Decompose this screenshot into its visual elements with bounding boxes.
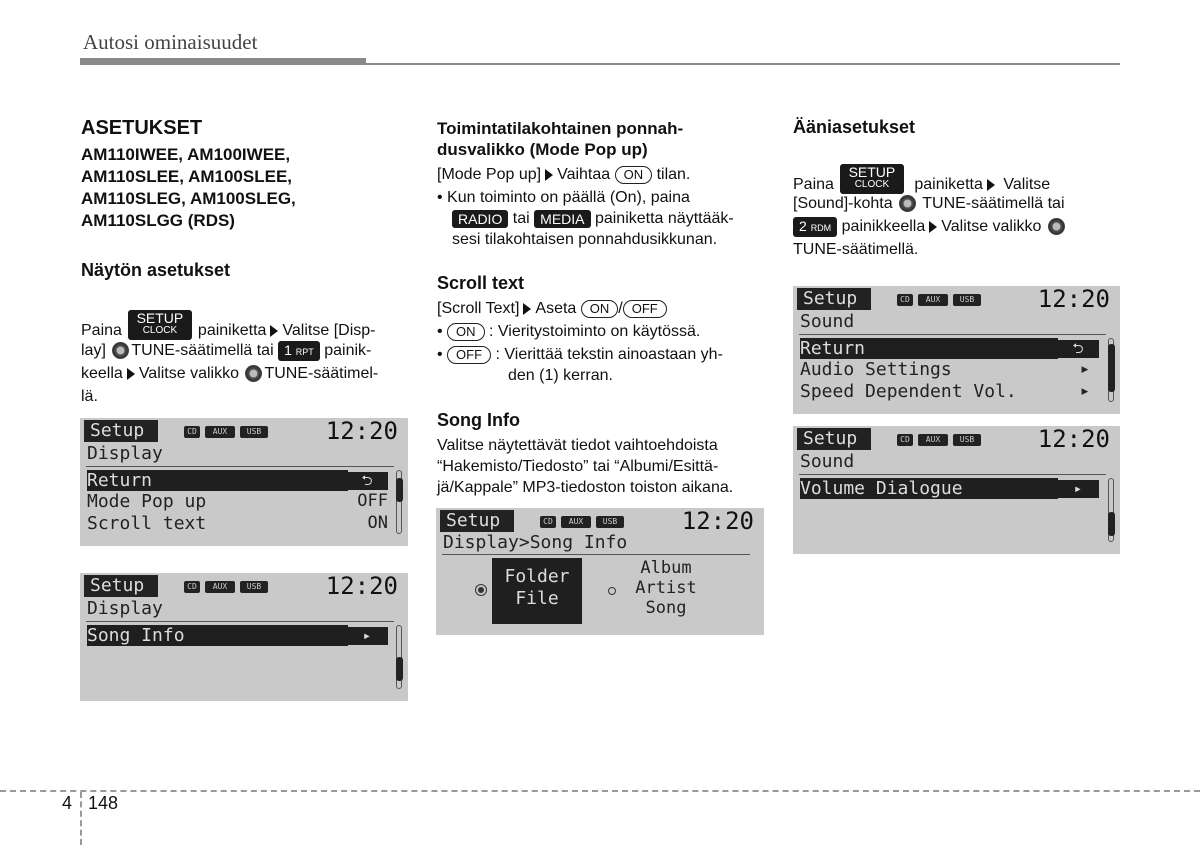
scroll-text-heading: Scroll text xyxy=(437,273,525,293)
lcd-row-audio-settings[interactable] xyxy=(800,359,1100,380)
lcd-divider xyxy=(86,466,394,467)
rdm-label: RDM xyxy=(810,222,832,233)
lcd-song-info-menu xyxy=(80,573,408,701)
col1-line-3 xyxy=(81,363,378,385)
lcd-title: Setup xyxy=(84,575,158,597)
row-label: Volume Dialogue xyxy=(800,478,963,499)
on-button: ON xyxy=(615,166,653,184)
text-valitse: Valitse [Disp- xyxy=(282,322,376,340)
page-number: 148 xyxy=(88,793,119,813)
text-sound-kohta: [Sound]-kohta xyxy=(793,195,893,212)
text-painik: painik- xyxy=(324,342,372,359)
lcd-sound-menu xyxy=(793,286,1120,414)
cd-icon: CD xyxy=(540,516,556,528)
clock-label: CLOCK xyxy=(854,179,890,190)
on-button: ON xyxy=(447,323,485,341)
media-button: MEDIA xyxy=(534,210,590,228)
model-line-2: AM110SLEE, AM100SLEE, xyxy=(81,167,293,186)
bullet-1-line-3: sesi tilakohtaisen ponnahdusikkunan. xyxy=(452,231,718,248)
cd-icon: CD xyxy=(897,434,913,446)
model-line-1: AM110IWEE, AM100IWEE, xyxy=(81,145,291,164)
on-button: ON xyxy=(581,300,619,318)
row-label: Song Info xyxy=(87,625,185,646)
option-album-artist-song[interactable] xyxy=(626,558,706,624)
usb-icon: USB xyxy=(240,426,268,438)
text-painikkeella: painikkeella xyxy=(841,218,926,235)
slash: / xyxy=(618,300,623,317)
row-label: Scroll text xyxy=(87,513,207,534)
text-tune-saatimel: TUNE-säätimel- xyxy=(264,365,379,382)
text-tai: tai xyxy=(512,210,530,227)
header-rule-thin xyxy=(366,63,1120,65)
on-bullet: • ON : Vieritystoiminto on käytössä. xyxy=(437,323,701,340)
col3-line-2 xyxy=(793,193,1065,215)
text-aseta: Aseta xyxy=(535,300,577,317)
row-label: Return xyxy=(800,338,866,359)
text-tilan: tilan. xyxy=(656,166,691,183)
text-tune: TUNE-säätimellä tai xyxy=(922,195,1065,212)
setup-label: SETUP xyxy=(848,164,896,180)
lcd-divider xyxy=(86,621,394,622)
text-vaihtaa: Vaihtaa xyxy=(557,166,611,183)
lcd-row-return[interactable] xyxy=(87,470,348,491)
radio-button: RADIO xyxy=(452,210,508,228)
row-label: Audio Settings xyxy=(800,359,952,380)
usb-icon: USB xyxy=(240,581,268,593)
song-info-heading: Song Info xyxy=(437,410,520,430)
lcd-subtitle: Display>Song Info xyxy=(443,532,628,553)
option-label: File xyxy=(515,588,559,609)
option-label: Song xyxy=(645,598,687,618)
song-info-line-2: “Hakemisto/Tiedosto” tai “Albumi/Esittä- xyxy=(437,458,719,475)
scrollbar-thumb xyxy=(396,478,403,502)
cd-icon: CD xyxy=(184,426,200,438)
rpt-button xyxy=(278,341,320,361)
tune-knob-icon xyxy=(1048,218,1065,235)
return-icon: ⮌ xyxy=(1057,340,1099,358)
bullet-1-line-1: • Kun toiminto on päällä (On), paina xyxy=(437,189,690,206)
lcd-subtitle: Sound xyxy=(800,311,855,332)
sound-settings-heading: Ääniasetukset xyxy=(793,117,916,137)
tune-knob-icon xyxy=(112,342,129,359)
lcd-divider xyxy=(442,554,750,555)
scrollbar-thumb xyxy=(1108,512,1115,536)
lcd-row-song-info[interactable] xyxy=(87,625,348,646)
song-info-line-3: jä/Kappale” MP3-tiedoston toiston aikana. xyxy=(437,479,734,496)
mode-popup-line xyxy=(437,164,690,186)
model-line-4: AM110SLGG (RDS) xyxy=(81,211,235,230)
text-tune: TUNE-säätimellä tai xyxy=(131,342,274,359)
text-valitse: Valitse xyxy=(1003,176,1051,194)
arrow-right-icon: ▸ xyxy=(1079,359,1090,379)
option-label: Album xyxy=(640,558,692,578)
lcd-clock: 12:20 xyxy=(325,573,398,600)
arrow-right-icon: ▸ xyxy=(1079,381,1090,401)
cd-icon: CD xyxy=(897,294,913,306)
text-keella: keella xyxy=(81,365,123,382)
arrow-right-icon: ▸ xyxy=(346,627,388,645)
cd-icon: CD xyxy=(184,581,200,593)
col1-line-4: lä. xyxy=(81,388,98,405)
off-description-2: den (1) kerran. xyxy=(508,367,613,384)
usb-icon: USB xyxy=(953,294,981,306)
text-valitse-valikko: Valitse valikko xyxy=(941,218,1042,235)
text-paina: Paina xyxy=(81,322,122,340)
arrow-right-icon xyxy=(523,303,531,315)
option-folder-file[interactable] xyxy=(492,558,582,624)
mode-popup-heading-2: dusvalikko (Mode Pop up) xyxy=(437,140,648,159)
lcd-subtitle: Display xyxy=(87,443,163,464)
text-valitse-valikko: Valitse valikko xyxy=(138,365,239,382)
lcd-title: Setup xyxy=(797,288,871,310)
lcd-clock: 12:20 xyxy=(325,418,398,445)
lcd-divider xyxy=(799,474,1106,475)
usb-icon: USB xyxy=(953,434,981,446)
display-settings-heading: Näytön asetukset xyxy=(81,260,231,280)
arrow-right-icon xyxy=(270,325,278,337)
lcd-row-volume-dialogue[interactable] xyxy=(800,478,1058,499)
arrow-right-icon xyxy=(987,179,995,191)
aux-icon: AUX xyxy=(205,581,235,593)
clock-label: CLOCK xyxy=(142,325,178,336)
row-label: Return xyxy=(87,470,153,491)
lcd-subtitle: Display xyxy=(87,598,163,619)
return-icon: ⮌ xyxy=(346,472,388,490)
off-bullet: • OFF : Vierittää tekstin ainoastaan yh- xyxy=(437,346,723,363)
lcd-row-return[interactable] xyxy=(800,338,1058,359)
lcd-row-speed-dependent-vol[interactable] xyxy=(800,381,1100,402)
lcd-clock: 12:20 xyxy=(681,508,754,535)
footer-divider xyxy=(80,792,82,845)
text-mode-popup: [Mode Pop up] xyxy=(437,166,542,183)
option-label: Folder xyxy=(504,566,570,587)
scrollbar-thumb xyxy=(396,657,403,681)
aux-icon: AUX xyxy=(561,516,591,528)
rdm-number: 2 xyxy=(799,217,807,234)
setup-clock-button xyxy=(128,310,192,340)
text-display: lay] xyxy=(81,342,106,359)
tune-knob-icon xyxy=(245,365,262,382)
setup-clock-button xyxy=(840,164,904,194)
lcd-song-info-options xyxy=(436,508,764,635)
footer-rule xyxy=(0,790,1200,792)
on-description: : Vieritystoiminto on käytössä. xyxy=(489,323,701,340)
lcd-title: Setup xyxy=(84,420,158,442)
aux-icon: AUX xyxy=(205,426,235,438)
scroll-text-line xyxy=(437,298,667,320)
off-description: : Vierittää tekstin ainoastaan yh- xyxy=(495,346,723,363)
lcd-display-menu xyxy=(80,418,408,546)
song-info-line-1: Valitse näytettävät tiedot vaihtoehdoista xyxy=(437,437,718,454)
mode-popup-heading-1: Toimintatilakohtainen ponnah- xyxy=(437,119,684,138)
lcd-row-mode-popup[interactable] xyxy=(87,491,388,512)
text-painiketta: painiketta xyxy=(914,176,983,194)
text-paina: Paina xyxy=(793,176,834,194)
text-painiketta: painiketta xyxy=(197,322,267,340)
aux-icon: AUX xyxy=(918,294,948,306)
aux-icon: AUX xyxy=(918,434,948,446)
header-rule-thick xyxy=(80,58,366,65)
section-heading: ASETUKSET xyxy=(81,117,203,139)
row-label: Speed Dependent Vol. xyxy=(800,381,1017,402)
lcd-clock: 12:20 xyxy=(1037,426,1110,453)
text-scroll-text: [Scroll Text] xyxy=(437,300,520,317)
usb-icon: USB xyxy=(596,516,624,528)
bullet-1-line-2 xyxy=(452,208,734,230)
lcd-clock: 12:20 xyxy=(1037,286,1110,313)
lcd-subtitle: Sound xyxy=(800,451,855,472)
lcd-volume-dialogue-menu xyxy=(793,426,1120,554)
row-value: OFF xyxy=(357,491,388,511)
model-line-3: AM110SLEG, AM100SLEG, xyxy=(81,189,296,208)
col1-line-2 xyxy=(81,340,371,362)
col3-line-3 xyxy=(793,216,1067,238)
running-header: Autosi ominaisuudet xyxy=(83,30,258,54)
rdm-button xyxy=(793,217,837,237)
row-value: ON xyxy=(367,513,388,533)
arrow-right-icon xyxy=(127,368,135,380)
option-label: Artist xyxy=(635,578,697,598)
rpt-label: RPT xyxy=(295,346,314,357)
text-painiketta: painiketta näyttääk- xyxy=(594,210,734,227)
arrow-right-icon: ▸ xyxy=(1057,480,1099,498)
off-button: OFF xyxy=(447,346,491,364)
off-button: OFF xyxy=(623,300,667,318)
chapter-number: 4 xyxy=(62,793,73,813)
radio-unselected-icon xyxy=(608,587,616,595)
tune-knob-icon xyxy=(899,195,916,212)
setup-label: SETUP xyxy=(136,310,184,326)
rpt-number: 1 xyxy=(284,341,292,358)
arrow-right-icon xyxy=(545,169,553,181)
lcd-title: Setup xyxy=(797,428,871,450)
lcd-divider xyxy=(799,334,1106,335)
lcd-title: Setup xyxy=(440,510,514,532)
scrollbar-thumb xyxy=(1108,344,1115,392)
radio-selected-icon xyxy=(478,587,484,593)
row-label: Mode Pop up xyxy=(87,491,207,512)
lcd-row-scroll-text[interactable] xyxy=(87,513,388,534)
col3-line-4: TUNE-säätimellä. xyxy=(793,241,919,258)
arrow-right-icon xyxy=(929,221,937,233)
